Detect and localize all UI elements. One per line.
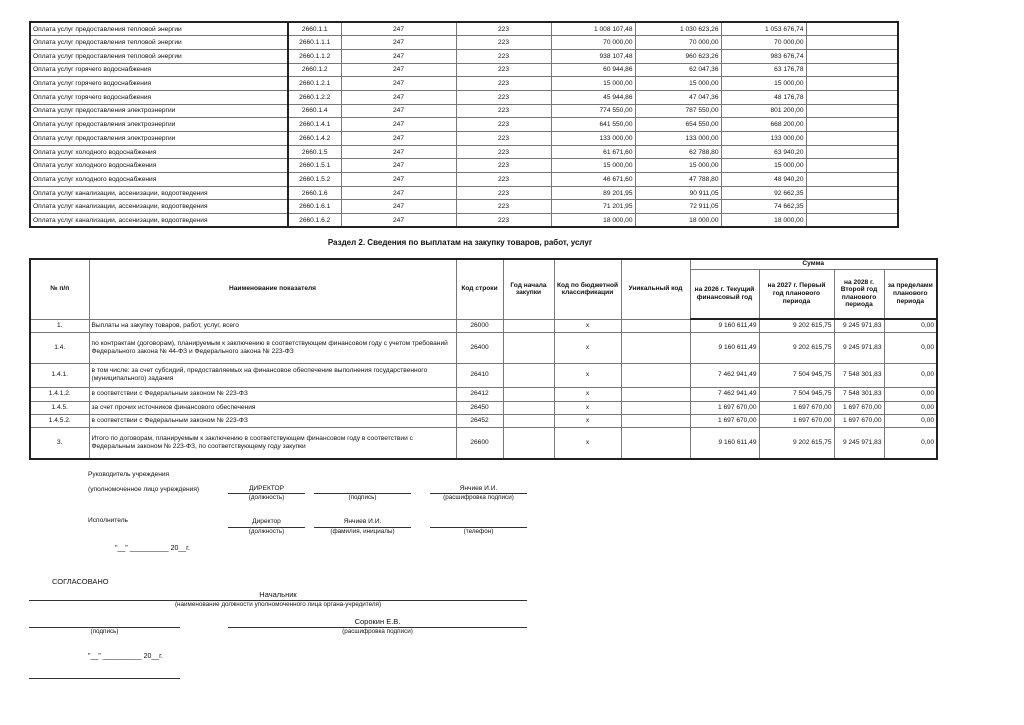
row-value-2026: 9 160 611,49 — [690, 427, 759, 459]
row-code: 2660.1.2.1 — [288, 77, 341, 91]
row-code: 2660.1.5.1 — [288, 159, 341, 173]
row-code: 26450 — [456, 401, 503, 414]
row-empty — [806, 104, 898, 118]
row-name: Оплата услуг предоставления тепловой энергии — [30, 36, 288, 50]
row-col1: 247 — [341, 186, 456, 200]
row-code: 2660.1.6.1 — [288, 200, 341, 214]
row-value-2: 15 000,00 — [635, 159, 721, 173]
caption-decode: (расшифровка подписи) — [443, 494, 514, 501]
row-value-2027: 9 202 615,75 — [759, 427, 834, 459]
row-num: 1.4. — [30, 332, 89, 363]
row-value-beyond: 0,00 — [884, 401, 937, 414]
date-1: "__" __________ 20__г. — [115, 545, 190, 552]
row-bk-code: x — [554, 319, 621, 332]
row-bk-code: x — [554, 332, 621, 363]
row-value-beyond: 0,00 — [884, 319, 937, 332]
row-empty — [806, 63, 898, 77]
row-year-start — [503, 427, 554, 459]
executor-position: Директор — [252, 518, 281, 525]
table-row — [30, 200, 898, 214]
row-value-2027: 7 504 945,75 — [759, 387, 834, 401]
row-col2: 223 — [456, 63, 551, 77]
row-col2: 223 — [456, 214, 551, 228]
row-col1: 247 — [341, 49, 456, 63]
table-row — [30, 427, 937, 459]
table-row — [30, 132, 898, 146]
row-col1: 247 — [341, 214, 456, 228]
row-value-beyond: 0,00 — [884, 387, 937, 401]
row-col2: 223 — [456, 200, 551, 214]
row-name: Оплата услуг предоставления тепловой энергии — [30, 22, 288, 36]
row-value-3: 801 200,00 — [721, 104, 806, 118]
row-name: Оплата услуг канализации, ассенизации, водоотведения — [30, 214, 288, 228]
row-value-beyond: 0,00 — [884, 414, 937, 427]
row-name: Оплата услуг холодного водоснабжения — [30, 173, 288, 187]
row-empty — [806, 200, 898, 214]
head-name: Янчиев И.И. — [459, 485, 498, 492]
row-empty — [806, 90, 898, 104]
row-value-1: 15 000,00 — [551, 159, 635, 173]
header-beyond: за пределами планового периода — [884, 269, 937, 319]
agreed-label: СОГЛАСОВАНО — [52, 577, 109, 586]
row-name: в соответствии с Федеральным законом № 223-ФЗ — [89, 414, 456, 427]
row-empty — [806, 118, 898, 132]
row-name: Оплата услуг канализации, ассенизации, водоотведения — [30, 186, 288, 200]
row-value-2: 960 623,26 — [635, 49, 721, 63]
table-row — [30, 159, 898, 173]
row-name: Оплата услуг предоставления тепловой энергии — [30, 49, 288, 63]
row-name: Оплата услуг предоставления электроэнергии — [30, 132, 288, 146]
row-value-beyond: 0,00 — [884, 363, 937, 387]
row-value-2028: 7 548 301,83 — [834, 387, 884, 401]
row-value-beyond: 0,00 — [884, 332, 937, 363]
row-value-2027: 9 202 615,75 — [759, 319, 834, 332]
table-row — [30, 22, 898, 36]
row-code: 2660.1.1.2 — [288, 49, 341, 63]
row-value-2027: 9 202 615,75 — [759, 332, 834, 363]
row-value-2: 787 550,00 — [635, 104, 721, 118]
row-col1: 247 — [341, 90, 456, 104]
row-name: Оплата услуг канализации, ассенизации, водоотведения — [30, 200, 288, 214]
row-name: Оплата услуг холодного водоснабжения — [30, 159, 288, 173]
row-value-1: 71 201,95 — [551, 200, 635, 214]
row-code: 2660.1.2.2 — [288, 90, 341, 104]
row-col1: 247 — [341, 22, 456, 36]
executor-name: Янчиев И.И. — [343, 518, 382, 525]
row-year-start — [503, 401, 554, 414]
row-col1: 247 — [341, 200, 456, 214]
row-num: 1.4.1.2. — [30, 387, 89, 401]
table-row — [30, 214, 898, 228]
row-value-2026: 7 462 941,49 — [690, 387, 759, 401]
row-empty — [806, 173, 898, 187]
row-year-start — [503, 319, 554, 332]
row-value-2028: 9 245 971,83 — [834, 427, 884, 459]
row-value-3: 18 000,00 — [721, 214, 806, 228]
row-value-2: 1 030 623,26 — [635, 22, 721, 36]
header-2026: на 2026 г. Текущий финансовый год — [690, 269, 759, 319]
row-unique-code — [621, 427, 690, 459]
row-value-2: 47 047,36 — [635, 90, 721, 104]
row-value-1: 133 000,00 — [551, 132, 635, 146]
row-name: Итого по договорам, планируемым к заключению в соответствующем финансовом году в соответствии с Федеральным законом № 223-ФЗ, по соответствующему году закупки — [89, 427, 456, 459]
row-empty — [806, 145, 898, 159]
row-value-1: 70 000,00 — [551, 36, 635, 50]
row-code: 2660.1.4 — [288, 104, 341, 118]
row-value-2028: 9 245 971,83 — [834, 319, 884, 332]
row-value-2027: 7 504 945,75 — [759, 363, 834, 387]
header-name: Наименование показателя — [89, 259, 456, 319]
row-col1: 247 — [341, 145, 456, 159]
row-bk-code: x — [554, 414, 621, 427]
header-bk-code: Код по бюджетной классификации — [554, 259, 621, 319]
caption-decode-2: (расшифровка подписи) — [342, 628, 413, 635]
table-row — [30, 90, 898, 104]
row-name: в соответствии с Федеральным законом № 223-ФЗ — [89, 387, 456, 401]
row-value-1: 774 550,00 — [551, 104, 635, 118]
row-value-2028: 1 697 670,00 — [834, 414, 884, 427]
row-col1: 247 — [341, 104, 456, 118]
row-name: Оплата услуг горячего водоснабжения — [30, 63, 288, 77]
row-value-2: 90 911,05 — [635, 186, 721, 200]
row-code: 2660.1.4.1 — [288, 118, 341, 132]
row-num: 3. — [30, 427, 89, 459]
row-empty — [806, 186, 898, 200]
table-row — [30, 36, 898, 50]
section1-table — [29, 21, 899, 228]
row-year-start — [503, 363, 554, 387]
row-unique-code — [621, 332, 690, 363]
row-value-1: 45 944,86 — [551, 90, 635, 104]
row-value-3: 1 053 676,74 — [721, 22, 806, 36]
row-value-2026: 1 697 670,00 — [690, 401, 759, 414]
row-num: 1.4.5.2. — [30, 414, 89, 427]
row-value-3: 48 176,78 — [721, 90, 806, 104]
row-value-2026: 1 697 670,00 — [690, 414, 759, 427]
row-value-1: 46 671,60 — [551, 173, 635, 187]
row-value-3: 668 200,00 — [721, 118, 806, 132]
row-name: за счет прочих источников финансового обеспечения — [89, 401, 456, 414]
row-name: Оплата услуг горячего водоснабжения — [30, 90, 288, 104]
table-row — [30, 401, 937, 414]
row-bk-code: x — [554, 401, 621, 414]
row-name: по контрактам (договорам), планируемым к заключению в соответствующем финансовом году с учетом требований Федерального закона № 44-ФЗ и Федерального закона № 223-ФЗ — [89, 332, 456, 363]
row-col2: 223 — [456, 159, 551, 173]
table-row — [30, 387, 937, 401]
row-value-3: 63 940,20 — [721, 145, 806, 159]
row-col2: 223 — [456, 90, 551, 104]
row-value-1: 60 944,86 — [551, 63, 635, 77]
row-value-1: 61 671,60 — [551, 145, 635, 159]
row-value-2028: 1 697 670,00 — [834, 401, 884, 414]
row-col2: 223 — [456, 22, 551, 36]
header-2028: на 2028 г. Второй год планового периода — [834, 269, 884, 319]
row-code: 2660.1.6 — [288, 186, 341, 200]
header-row-code: Код строки — [456, 259, 503, 319]
section2-title: Раздел 2. Сведения по выплатам на закупку товаров, работ, услуг — [327, 238, 593, 247]
row-code: 2660.1.5.2 — [288, 173, 341, 187]
row-value-2: 15 000,00 — [635, 77, 721, 91]
row-unique-code — [621, 401, 690, 414]
row-year-start — [503, 387, 554, 401]
row-unique-code — [621, 319, 690, 332]
row-value-3: 92 662,35 — [721, 186, 806, 200]
row-code: 2660.1.6.2 — [288, 214, 341, 228]
row-col1: 247 — [341, 36, 456, 50]
table-row — [30, 104, 898, 118]
row-value-2026: 9 160 611,49 — [690, 319, 759, 332]
table-row — [30, 186, 898, 200]
row-value-2: 18 000,00 — [635, 214, 721, 228]
row-code: 2660.1.1 — [288, 22, 341, 36]
header-unique-code: Уникальный код — [621, 259, 690, 319]
row-name: Оплата услуг предоставления электроэнергии — [30, 104, 288, 118]
row-value-beyond: 0,00 — [884, 427, 937, 459]
table-row — [30, 363, 937, 387]
row-name: Выплаты на закупку товаров, работ, услуг, всего — [89, 319, 456, 332]
row-value-2: 47 788,80 — [635, 173, 721, 187]
row-value-3: 70 000,00 — [721, 36, 806, 50]
row-bk-code: x — [554, 387, 621, 401]
executor-label: Исполнитель — [88, 517, 128, 524]
row-num: 1. — [30, 319, 89, 332]
row-name: Оплата услуг предоставления электроэнергии — [30, 118, 288, 132]
row-value-2: 70 000,00 — [635, 36, 721, 50]
row-col2: 223 — [456, 104, 551, 118]
row-value-3: 983 676,74 — [721, 49, 806, 63]
row-value-3: 74 662,35 — [721, 200, 806, 214]
row-value-3: 133 000,00 — [721, 132, 806, 146]
row-value-1: 1 008 107,48 — [551, 22, 635, 36]
row-col2: 223 — [456, 77, 551, 91]
row-code: 2660.1.5 — [288, 145, 341, 159]
row-bk-code: x — [554, 427, 621, 459]
row-year-start — [503, 332, 554, 363]
row-name: в том числе: за счет субсидий, предоставляемых на финансовое обеспечение выполнения государственного (муниципального) задания — [89, 363, 456, 387]
agreed-name: Сорокин Е.В. — [354, 617, 401, 626]
row-value-2027: 1 697 670,00 — [759, 414, 834, 427]
row-empty — [806, 159, 898, 173]
row-code: 26452 — [456, 414, 503, 427]
table-row — [30, 145, 898, 159]
section2-table — [29, 258, 938, 460]
row-code: 2660.1.1.1 — [288, 36, 341, 50]
table-row — [30, 63, 898, 77]
row-code: 26000 — [456, 319, 503, 332]
row-value-2: 72 911,05 — [635, 200, 721, 214]
row-col2: 223 — [456, 49, 551, 63]
table-row — [30, 118, 898, 132]
row-value-1: 641 550,00 — [551, 118, 635, 132]
row-value-1: 89 201,95 — [551, 186, 635, 200]
row-col2: 223 — [456, 132, 551, 146]
row-col1: 247 — [341, 77, 456, 91]
row-value-1: 15 000,00 — [551, 77, 635, 91]
row-col2: 223 — [456, 186, 551, 200]
row-code: 2660.1.2 — [288, 63, 341, 77]
caption-signature-2: (подпись) — [90, 628, 119, 635]
header-year-start: Год начала закупки — [503, 259, 554, 319]
row-value-2028: 7 548 301,83 — [834, 363, 884, 387]
row-value-2: 133 000,00 — [635, 132, 721, 146]
row-value-2: 62 788,80 — [635, 145, 721, 159]
row-value-3: 15 000,00 — [721, 77, 806, 91]
row-col2: 223 — [456, 36, 551, 50]
row-empty — [806, 77, 898, 91]
table-row — [30, 414, 937, 427]
row-unique-code — [621, 363, 690, 387]
row-col1: 247 — [341, 159, 456, 173]
head-position: ДИРЕКТОР — [248, 485, 285, 492]
row-empty — [806, 49, 898, 63]
row-num: 1.4.1. — [30, 363, 89, 387]
row-empty — [806, 36, 898, 50]
caption-position: (должность) — [248, 494, 285, 501]
row-col2: 223 — [456, 145, 551, 159]
header-sum: Сумма — [690, 259, 937, 269]
row-col2: 223 — [456, 173, 551, 187]
row-value-2: 62 047,36 — [635, 63, 721, 77]
row-value-1: 18 000,00 — [551, 214, 635, 228]
row-value-2: 654 550,00 — [635, 118, 721, 132]
row-value-3: 63 176,78 — [721, 63, 806, 77]
row-col1: 247 — [341, 173, 456, 187]
table-row — [30, 319, 937, 332]
caption-agreed-position: (наименование должности уполномоченного лица органа-учредителя) — [174, 601, 382, 608]
bottom-line — [29, 678, 180, 679]
row-bk-code: x — [554, 363, 621, 387]
row-col1: 247 — [341, 118, 456, 132]
row-col1: 247 — [341, 63, 456, 77]
row-code: 26600 — [456, 427, 503, 459]
row-value-2028: 9 245 971,83 — [834, 332, 884, 363]
row-year-start — [503, 414, 554, 427]
caption-phone: (телефон) — [463, 528, 494, 535]
caption-fio: (фамилия, инициалы) — [330, 528, 395, 535]
row-code: 26400 — [456, 332, 503, 363]
row-value-2026: 7 462 941,49 — [690, 363, 759, 387]
row-code: 2660.1.4.2 — [288, 132, 341, 146]
row-value-3: 48 940,20 — [721, 173, 806, 187]
head-label: Руководитель учреждения — [88, 471, 170, 478]
row-code: 26410 — [456, 363, 503, 387]
table-row — [30, 49, 898, 63]
row-value-2026: 9 160 611,49 — [690, 332, 759, 363]
head-sublabel: (уполномоченное лицо учреждения) — [88, 486, 200, 493]
caption-position-2: (должность) — [248, 528, 285, 535]
row-col1: 247 — [341, 132, 456, 146]
row-value-3: 15 000,00 — [721, 159, 806, 173]
row-value-1: 938 107,48 — [551, 49, 635, 63]
row-empty — [806, 214, 898, 228]
table-row — [30, 77, 898, 91]
row-code: 26412 — [456, 387, 503, 401]
caption-signature: (подпись) — [348, 494, 377, 501]
row-name: Оплата услуг холодного водоснабжения — [30, 145, 288, 159]
row-unique-code — [621, 414, 690, 427]
row-unique-code — [621, 387, 690, 401]
header-2027: на 2027 г. Первый год планового периода — [759, 269, 834, 319]
row-col2: 223 — [456, 118, 551, 132]
row-empty — [806, 22, 898, 36]
header-num: № п/п — [30, 259, 89, 319]
table-row — [30, 173, 898, 187]
row-num: 1.4.5. — [30, 401, 89, 414]
table-row — [30, 332, 937, 363]
date-2: "__" __________ 20__г. — [88, 653, 163, 660]
agreed-position: Начальник — [259, 590, 297, 599]
row-value-2027: 1 697 670,00 — [759, 401, 834, 414]
row-empty — [806, 132, 898, 146]
row-name: Оплата услуг горячего водоснабжения — [30, 77, 288, 91]
